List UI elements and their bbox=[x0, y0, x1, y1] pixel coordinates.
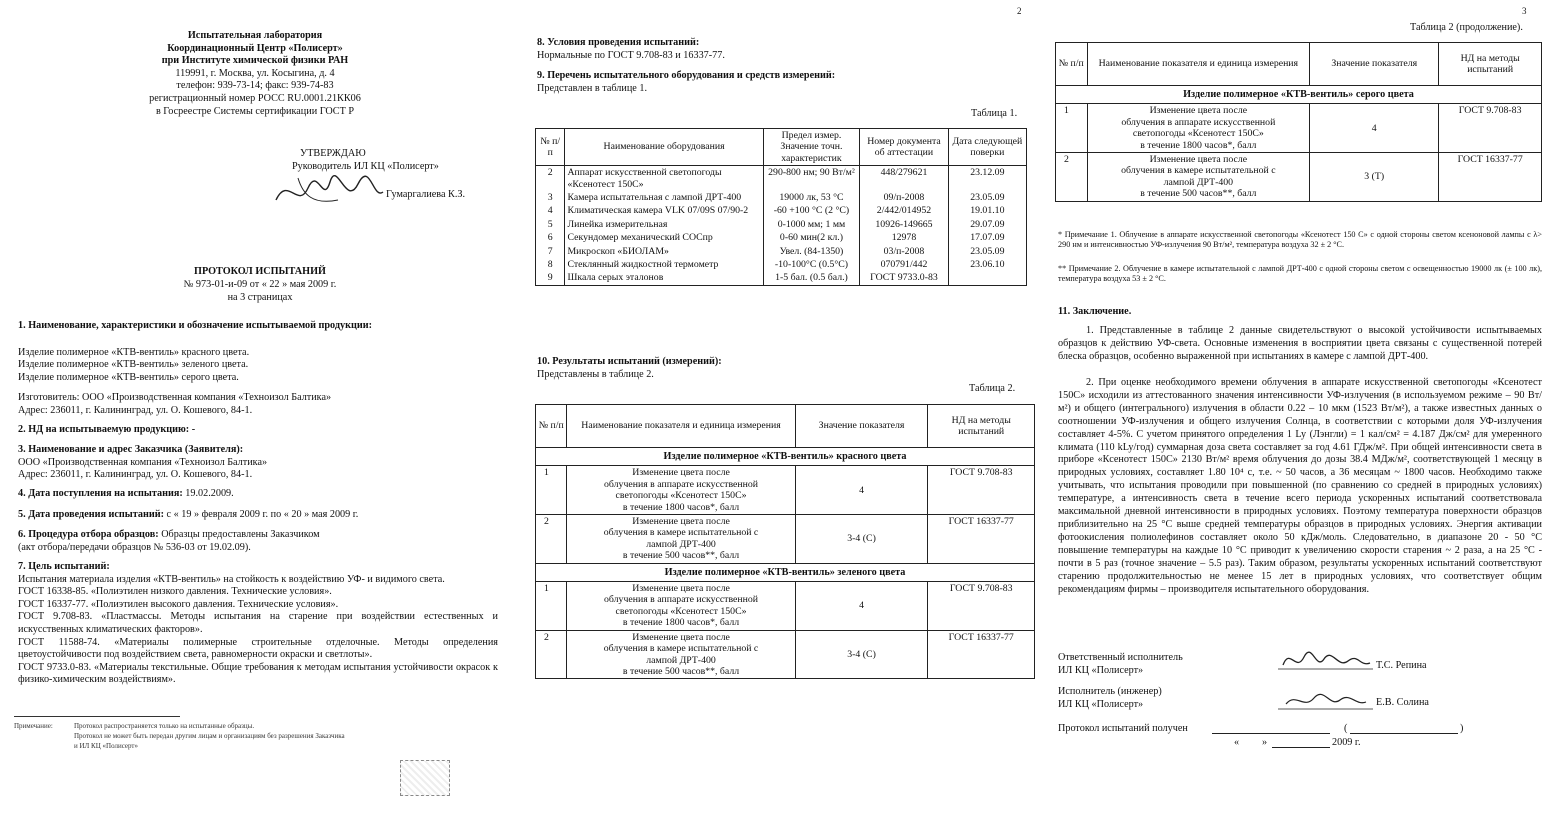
executor-role: Исполнитель (инженер) bbox=[1058, 686, 1162, 697]
protocol-pages: на 3 страницах bbox=[227, 292, 293, 303]
cell-number: 8 bbox=[536, 258, 565, 271]
product-item: Изделие полимерное «КТВ-вентиль» зеленого цвета. bbox=[18, 359, 249, 371]
cell-nd: ГОСТ 16337-77 bbox=[1439, 153, 1542, 202]
conclusion-p1: 1. Представленные в таблице 2 данные свидетельствуют о высокой устойчивости испытываемых образцов к действию УФ-света. Основные изменения в восприятии цвета связаны с существенной потерей блеска образцов, особенно выраженной при испытаниях в камере с лампой ДРТ-400. bbox=[1058, 325, 1542, 362]
cell-doc-number: ГОСТ 9733.0-83 bbox=[860, 271, 948, 285]
cell-value: 4 bbox=[1310, 104, 1439, 153]
section-value: Образцы предоставлены Заказчиком bbox=[161, 529, 320, 540]
footnote-2: ** Примечание 2. Облучение в камере испытательной с лампой ДРТ-400 с одной стороны светом с освещенностью 19000 лк (± 100 лк), температура воздуха 53 ± 2 °С. bbox=[1058, 264, 1542, 283]
description-line: лампой ДРТ-400 bbox=[646, 654, 716, 666]
group-row bbox=[536, 563, 1035, 581]
customer-name: ООО «Производственная компания «Техноизол Балтика» bbox=[18, 456, 268, 468]
responsible-org: ИЛ КЦ «Полисерт» bbox=[1058, 665, 1144, 676]
section-heading: 5. Дата проведения испытаний: bbox=[18, 509, 164, 520]
cell-range: -60 +100 °С (2 °С) bbox=[763, 204, 860, 217]
cell-range: 19000 лк, 53 °С bbox=[763, 191, 860, 204]
cell-equipment-name: Шкала серых эталонов bbox=[565, 271, 763, 285]
received-date-sep: » bbox=[1262, 737, 1268, 748]
table-header: Наименование показателя и единица измерения bbox=[1087, 43, 1310, 86]
table-header: Значение показателя bbox=[795, 405, 928, 448]
cell-description bbox=[1087, 104, 1310, 153]
section-heading: 4. Дата поступления на испытания: bbox=[18, 488, 183, 499]
section-value: 19.02.2009. bbox=[185, 488, 234, 499]
table-row bbox=[536, 630, 1035, 679]
customer-address: Адрес: 236011, г. Калининград, ул. О. Кошевого, 84-1. bbox=[18, 469, 253, 481]
conclusion-p2: 2. При оценке необходимого времени облучения в аппарате искусственной светопогоды «Ксенотест 150С» исходили из аттестованного значения интенсивности УФ-излучения (в используемом режиме – 90 Вт/м²) и общего (интегрального) излучения в области 0.22 – 10 мкм (1523 Вт/м²), а также известных данных о соотношении УФ-излучения и общего излучения Солнца, в соответствии с которыми доля УФ-излучения составляет 4-5%. С учетом принятого определения 1 Ly (Лэнгли) = 1 кал/см² = 4.187 Дж/см² для умеренного климата (110 kLy/год) суммарная доза света составляет за год 4.61 ГДж/м². При общей интенсивности света в приборе «Ксенотест 150С» 2130 Вт/м² время облучения до дозы 38.4 МДж/м², соответствующей 1 месяцу в природных условиях, составляет 1.80 10⁴ с, т.е. ~ 50 часов, а 36 месяцам ~ 1800 часов. Необходимо также учитывать, что испытания проводили при повышенной (по сравнению со средней в природных условиях) температуре, а интенсивность света в течение всего периода ускоренных испытаний соответствовала максимальной дневной интенсивности в природных условиях. Поэтому температура поверхности образцов приблизительно на 25 °С выше средней температуры образцов в природных условиях. Энергия активации фотоокисления полиолефинов составляет около 50 кДж/моль. Следовательно, в диапазоне 20 - 50 °С повышение температуры на каждые 10 °С приводит к увеличению скорости старения ~ 2 раза, а на 25 °С - почти в 5 раз (точное значение – 5.5 раз). Таким образом, результаты ускоренных испытаний соответствуют старению продолжительностью не менее 15 лет в природных условиях, что соответствует общим рекомендациям фирмы – производителя испытательного оборудования. bbox=[1058, 377, 1542, 595]
section-text: Нормальные по ГОСТ 9.708-83 и 16337-77. bbox=[537, 49, 725, 61]
section-heading: 6. Процедура отбора образцов: bbox=[18, 529, 159, 540]
cell-range: Увел. (84-1350) bbox=[763, 245, 860, 258]
table-header: Дата следующей поверки bbox=[948, 129, 1026, 166]
cell-number: 2 bbox=[536, 630, 567, 679]
cell-description bbox=[567, 582, 795, 631]
section-3 bbox=[18, 444, 498, 482]
group-title: Изделие полимерное «КТВ-вентиль» красного цвета bbox=[536, 448, 1035, 466]
cell-number: 1 bbox=[536, 582, 567, 631]
section-7-text: ГОСТ 16338-85. «Полиэтилен низкого давления. Технические условия». bbox=[18, 586, 332, 598]
cell-date: 23.05.09 bbox=[948, 191, 1026, 204]
received-label: Протокол испытаний получен bbox=[1058, 723, 1188, 734]
table-header: Предел измер. Значение точн. характеристик bbox=[763, 129, 860, 166]
protocol-number: № 973-01-и-09 от « 22 » мая 2009 г. bbox=[183, 279, 337, 290]
table-row bbox=[536, 191, 1027, 204]
cell-description bbox=[567, 630, 795, 679]
responsible-role: Ответственный исполнитель bbox=[1058, 652, 1183, 663]
description-line: светопогоды «Ксенотест 150С» bbox=[615, 490, 747, 502]
page-2 bbox=[525, 0, 1040, 813]
section-heading: 1. Наименование, характеристики и обозначение испытываемой продукции: bbox=[18, 320, 372, 331]
cell-value: 3-4 (С) bbox=[795, 515, 928, 564]
lab-header-line: Испытательная лаборатория bbox=[187, 30, 323, 41]
description-line: облучения в камере испытательной с bbox=[1121, 165, 1276, 177]
section-7 bbox=[18, 561, 498, 687]
executor-name: Е.В. Солина bbox=[1376, 697, 1429, 708]
cell-value: 4 bbox=[795, 582, 928, 631]
cell-equipment-name: Линейка измерительная bbox=[565, 218, 763, 231]
cell-nd: ГОСТ 9.708-83 bbox=[1439, 104, 1542, 153]
table-header: НД на методы испытаний bbox=[1439, 43, 1542, 86]
cell-equipment-name: Микроскоп «БИОЛАМ» bbox=[565, 245, 763, 258]
table-header: НД на методы испытаний bbox=[928, 405, 1035, 448]
table-header: № п/п bbox=[536, 405, 567, 448]
note-line: Протокол не может быть передан другим лицам и организациям без разрешения Заказчика bbox=[74, 732, 345, 740]
lab-header-line: 119991, г. Москва, ул. Косыгина, д. 4 bbox=[175, 67, 335, 79]
cell-number: 5 bbox=[536, 218, 565, 231]
received-paren: ) bbox=[1460, 723, 1464, 734]
footnote-1: * Примечание 1. Облучение в аппарате искусственной светопогоды «Ксенотест 150 С» с одной стороны светом ксеноновой лампы с λ> 290 нм и интенсивностью УФ-излучения 90 Вт/м², температура воздуха 32 ± 2 °С. bbox=[1058, 230, 1542, 249]
description-line: облучения в аппарате искусственной bbox=[1121, 116, 1276, 128]
cell-nd: ГОСТ 9.708-83 bbox=[928, 582, 1035, 631]
maker-address: Адрес: 236011, г. Калининград, ул. О. Кошевого, 84-1. bbox=[18, 404, 253, 416]
cell-doc-number: 09/п-2008 bbox=[860, 191, 948, 204]
results-table-continued bbox=[1055, 42, 1542, 202]
table-header: Наименование оборудования bbox=[565, 129, 763, 166]
received-paren: ( bbox=[1344, 723, 1348, 734]
page-number: 2 bbox=[1017, 6, 1022, 16]
equipment-table bbox=[535, 128, 1027, 286]
product-item: Изделие полимерное «КТВ-вентиль» серого цвета. bbox=[18, 371, 239, 383]
cell-doc-number: 2/442/014952 bbox=[860, 204, 948, 217]
section-7-text: ГОСТ 9.708-83. «Пластмассы. Методы испытания на старение при воздействии естественных и искусственных климатических факторов». bbox=[18, 611, 498, 635]
cell-equipment-name: Аппарат искусственной светопогоды «Ксенотест 150С» bbox=[565, 166, 763, 191]
description-line: в течение 1800 часов*, балл bbox=[622, 617, 740, 629]
cell-description bbox=[1087, 153, 1310, 202]
section-9 bbox=[537, 70, 835, 95]
table-row bbox=[536, 466, 1035, 515]
description-line: облучения в аппарате искусственной bbox=[604, 478, 759, 490]
description-line: Изменение цвета после bbox=[632, 583, 730, 595]
group-title: Изделие полимерное «КТВ-вентиль» зеленого цвета bbox=[536, 563, 1035, 581]
page-number: 3 bbox=[1522, 6, 1527, 16]
cell-number: 9 bbox=[536, 271, 565, 285]
section-heading: 7. Цель испытаний: bbox=[18, 561, 110, 572]
cell-doc-number: 10926-149665 bbox=[860, 218, 948, 231]
table-1-caption: Таблица 1. bbox=[971, 108, 1018, 119]
description-line: в течение 500 часов**, балл bbox=[1140, 188, 1257, 200]
lab-header bbox=[0, 30, 510, 118]
table-header: Значение показателя bbox=[1310, 43, 1439, 86]
lab-header-line: регистрационный номер РОСС RU.0001.21КК06 bbox=[149, 92, 361, 104]
lab-header-line: в Госреестре Системы сертификации ГОСТ Р bbox=[155, 105, 355, 117]
description-line: лампой ДРТ-400 bbox=[1163, 176, 1234, 188]
section-heading: 8. Условия проведения испытаний: bbox=[537, 37, 700, 48]
received-signature-line bbox=[1212, 733, 1330, 734]
section-8 bbox=[537, 37, 725, 62]
section-6 bbox=[18, 529, 320, 554]
cell-number: 3 bbox=[536, 191, 565, 204]
table-header: Наименование показателя и единица измерения bbox=[567, 405, 795, 448]
section-heading: 3. Наименование и адрес Заказчика (Заявителя): bbox=[18, 444, 244, 455]
section-11-heading: 11. Заключение. bbox=[1058, 306, 1132, 317]
section-value-2: (акт отбора/передачи образцов № 536-03 от 19.02.09). bbox=[18, 541, 251, 553]
group-row bbox=[1056, 86, 1542, 104]
table-row bbox=[536, 231, 1027, 244]
cell-value: 3-4 (С) bbox=[795, 630, 928, 679]
cell-date: 23.05.09 bbox=[948, 245, 1026, 258]
table-row bbox=[536, 218, 1027, 231]
section-text: Представлены в таблице 2. bbox=[537, 368, 654, 380]
note-line: Протокол распространяется только на испытанные образцы. bbox=[74, 722, 255, 730]
table-2-continued-caption: Таблица 2 (продолжение). bbox=[1410, 22, 1523, 33]
section-2: 2. НД на испытываемую продукцию: - bbox=[18, 424, 196, 435]
description-line: лампой ДРТ-400 bbox=[646, 538, 716, 550]
page-3 bbox=[1050, 0, 1558, 813]
description-line: Изменение цвета после bbox=[632, 631, 730, 643]
cell-description bbox=[567, 515, 795, 564]
section-7-text: ГОСТ 11588-74. «Материалы полимерные строительные отделочные. Методы определения цветоустойчивости под воздействием света, равномерности окраски и светлоты». bbox=[18, 636, 498, 661]
section-text: Представлен в таблице 1. bbox=[537, 82, 648, 94]
cell-equipment-name: Стеклянный жидкостной термометр bbox=[565, 258, 763, 271]
cell-value: 4 bbox=[795, 466, 928, 515]
table-row bbox=[536, 582, 1035, 631]
signature-image bbox=[1278, 645, 1373, 677]
approve-name: Гумаргалиева К.З. bbox=[386, 189, 466, 200]
responsible-name: Т.С. Репина bbox=[1376, 660, 1427, 671]
description-line: облучения в камере испытательной с bbox=[603, 527, 759, 539]
note-line: и ИЛ КЦ «Полисерт» bbox=[74, 742, 138, 750]
table-row bbox=[536, 166, 1027, 191]
description-line: Изменение цвета после bbox=[632, 467, 730, 479]
table-row bbox=[536, 245, 1027, 258]
table-row bbox=[536, 258, 1027, 271]
cell-date: 29.07.09 bbox=[948, 218, 1026, 231]
approve-title: УТВЕРЖДАЮ bbox=[300, 148, 366, 159]
cell-number: 4 bbox=[536, 204, 565, 217]
group-title: Изделие полимерное «КТВ-вентиль» серого цвета bbox=[1056, 86, 1542, 104]
section-10 bbox=[537, 356, 722, 381]
stamp-mark bbox=[400, 760, 450, 796]
cell-number: 7 bbox=[536, 245, 565, 258]
cell-range: -10-100°С (0.5°С) bbox=[763, 258, 860, 271]
lab-header-line: телефон: 939-73-14; факс: 939-74-83 bbox=[176, 80, 334, 92]
cell-equipment-name: Камера испытательная с лампой ДРТ-400 bbox=[565, 191, 763, 204]
section-value: с « 19 » февраля 2009 г. по « 20 » мая 2009 г. bbox=[166, 509, 359, 520]
maker: Изготовитель: ООО «Производственная компания «Техноизол Балтика» bbox=[18, 392, 332, 404]
table-row bbox=[536, 271, 1027, 285]
table-header: Номер документа об аттестации bbox=[860, 129, 948, 166]
signature-image bbox=[1278, 688, 1373, 716]
received-month-line bbox=[1272, 747, 1330, 748]
note-divider bbox=[14, 716, 180, 717]
cell-number: 1 bbox=[536, 466, 567, 515]
cell-equipment-name: Климатическая камера VLK 07/09S 07/90-2 bbox=[565, 204, 763, 217]
cell-nd: ГОСТ 16337-77 bbox=[928, 515, 1035, 564]
cell-number: 1 bbox=[1056, 104, 1088, 153]
description-line: в течение 500 часов**, балл bbox=[622, 665, 740, 677]
product-item: Изделие полимерное «КТВ-вентиль» красного цвета. bbox=[18, 346, 250, 358]
cell-doc-number: 12978 bbox=[860, 231, 948, 244]
cell-equipment-name: Секундомер механический СОСпр bbox=[565, 231, 763, 244]
section-5 bbox=[18, 509, 358, 522]
description-line: Изменение цвета после bbox=[1149, 105, 1248, 117]
table-header: № п/п bbox=[1056, 43, 1088, 86]
section-heading: 10. Результаты испытаний (измерений): bbox=[537, 356, 722, 367]
cell-date: 17.07.09 bbox=[948, 231, 1026, 244]
cell-number: 6 bbox=[536, 231, 565, 244]
page-1 bbox=[0, 0, 510, 813]
cell-value: 3 (Т) bbox=[1310, 153, 1439, 202]
section-4 bbox=[18, 488, 234, 501]
cell-range: 0-1000 мм; 1 мм bbox=[763, 218, 860, 231]
description-line: светопогоды «Ксенотест 150С» bbox=[1132, 128, 1264, 140]
section-7-text: Испытания материала изделия «КТВ-вентиль» на стойкость к воздействию УФ- и видимого света. bbox=[18, 573, 445, 585]
received-date-day: « bbox=[1234, 737, 1240, 748]
section-heading: 9. Перечень испытательного оборудования и средств измерений: bbox=[537, 70, 836, 81]
cell-number: 2 bbox=[536, 515, 567, 564]
cell-date: 19.01.10 bbox=[948, 204, 1026, 217]
cell-number: 2 bbox=[536, 166, 565, 191]
description-line: облучения в камере испытательной с bbox=[603, 643, 759, 655]
description-line: Изменение цвета после bbox=[1149, 154, 1248, 166]
executor-org: ИЛ КЦ «Полисерт» bbox=[1058, 699, 1144, 710]
cell-range: 0-60 мин(2 кл.) bbox=[763, 231, 860, 244]
group-row bbox=[536, 448, 1035, 466]
cell-range: 1-5 бал. (0.5 бал.) bbox=[763, 271, 860, 285]
description-line: в течение 1800 часов*, балл bbox=[622, 501, 740, 513]
table-row bbox=[1056, 104, 1542, 153]
description-line: Изменение цвета после bbox=[632, 516, 730, 528]
cell-nd: ГОСТ 9.708-83 bbox=[928, 466, 1035, 515]
table-row bbox=[1056, 153, 1542, 202]
cell-nd: ГОСТ 16337-77 bbox=[928, 630, 1035, 679]
lab-header-line: Координационный Центр «Полисерт» bbox=[167, 42, 343, 54]
cell-number: 2 bbox=[1056, 153, 1088, 202]
note-label: Примечание: bbox=[14, 722, 53, 730]
description-line: облучения в аппарате искусственной bbox=[604, 594, 759, 606]
cell-description bbox=[567, 466, 795, 515]
table-2-caption: Таблица 2. bbox=[969, 383, 1016, 394]
cell-date: 23.12.09 bbox=[948, 166, 1026, 191]
table-header: № п/п bbox=[536, 129, 565, 166]
description-line: в течение 500 часов**, балл bbox=[622, 550, 740, 562]
signature-image bbox=[268, 170, 388, 215]
protocol-title: ПРОТОКОЛ ИСПЫТАНИЙ bbox=[194, 266, 326, 277]
results-table bbox=[535, 404, 1035, 679]
table-row bbox=[536, 204, 1027, 217]
approve-role: Руководитель ИЛ КЦ «Полисерт» bbox=[292, 161, 439, 172]
description-line: светопогоды «Ксенотест 150С» bbox=[615, 605, 747, 617]
received-date-year: 2009 г. bbox=[1332, 737, 1361, 748]
section-7-text: ГОСТ 16337-77. «Полиэтилен высокого давления. Технические условия». bbox=[18, 598, 339, 610]
cell-date: 23.06.10 bbox=[948, 258, 1026, 271]
cell-doc-number: 03/п-2008 bbox=[860, 245, 948, 258]
cell-doc-number: 070791/442 bbox=[860, 258, 948, 271]
cell-date bbox=[948, 271, 1026, 285]
description-line: в течение 1800 часов*, балл bbox=[1140, 139, 1257, 151]
section-1 bbox=[18, 320, 498, 418]
cell-range: 290-800 нм; 90 Вт/м² bbox=[763, 166, 860, 191]
section-7-text: ГОСТ 9733.0-83. «Материалы текстильные. Общие требования к методам испытания устойчивости окрасок к физико-химическим воздействиям». bbox=[18, 661, 498, 686]
lab-header-line: при Институте химической физики РАН bbox=[161, 55, 349, 67]
received-name-line bbox=[1350, 733, 1458, 734]
cell-doc-number: 448/279621 bbox=[860, 166, 948, 191]
table-row bbox=[536, 515, 1035, 564]
